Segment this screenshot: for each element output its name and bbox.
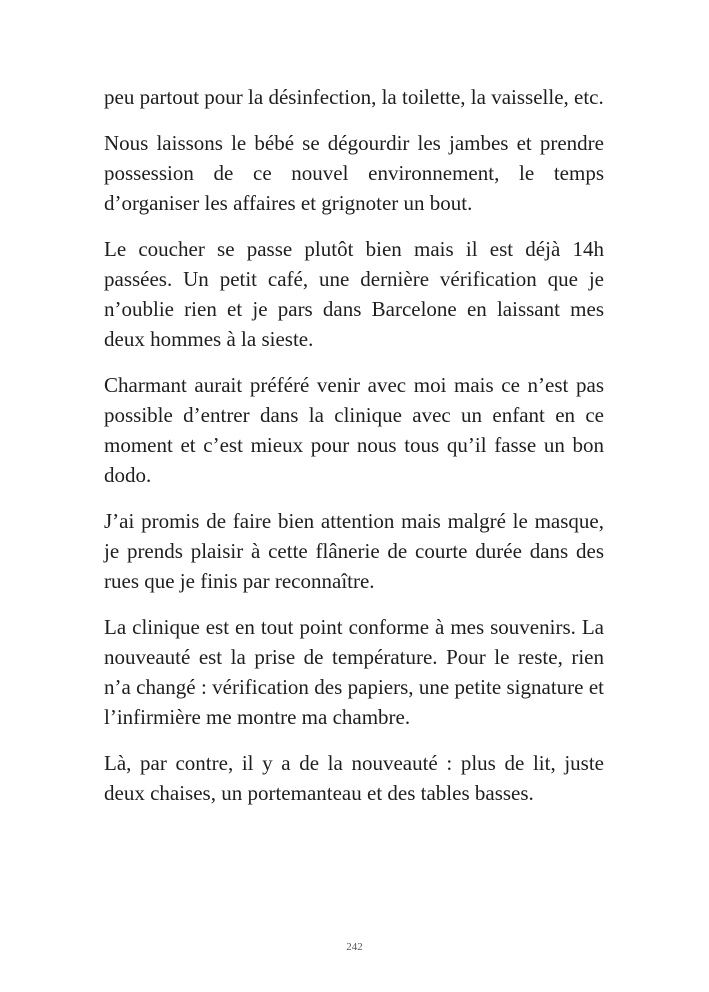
paragraph-6: La clinique est en tout point conforme à mes souvenirs. La nouveauté est la prise de température. Pour le reste, rien n’a changé : vérification des papiers, une petite signature et l’infirmière me montre ma chambre. [104,615,604,729]
paragraph-3: Le coucher se passe plutôt bien mais il est déjà 14h passées. Un petit café, une dernière vérification que je n’oublie rien et je pars dans Barcelone en laissant mes deux hommes à la sieste. [104,237,604,351]
paragraph-2: Nous laissons le bébé se dégourdir les jambes et prendre possession de ce nouvel environnement, le temps d’organiser les affaires et grignoter un bout. [104,131,604,215]
page-number: 242 [346,941,363,953]
paragraph-7: Là, par contre, il y a de la nouveauté : plus de lit, juste deux chaises, un portemanteau et des tables basses. [104,751,604,805]
page-body [104,82,604,824]
paragraph-4: Charmant aurait préféré venir avec moi mais ce n’est pas possible d’entrer dans la clinique avec un enfant en ce moment et c’est mieux pour nous tous qu’il fasse un bon dodo. [104,373,604,487]
paragraph-1: peu partout pour la désinfection, la toilette, la vaisselle, etc. [104,85,604,109]
paragraph-5: J’ai promis de faire bien attention mais malgré le masque, je prends plaisir à cette flânerie de courte durée dans des rues que je finis par reconnaître. [104,509,604,593]
